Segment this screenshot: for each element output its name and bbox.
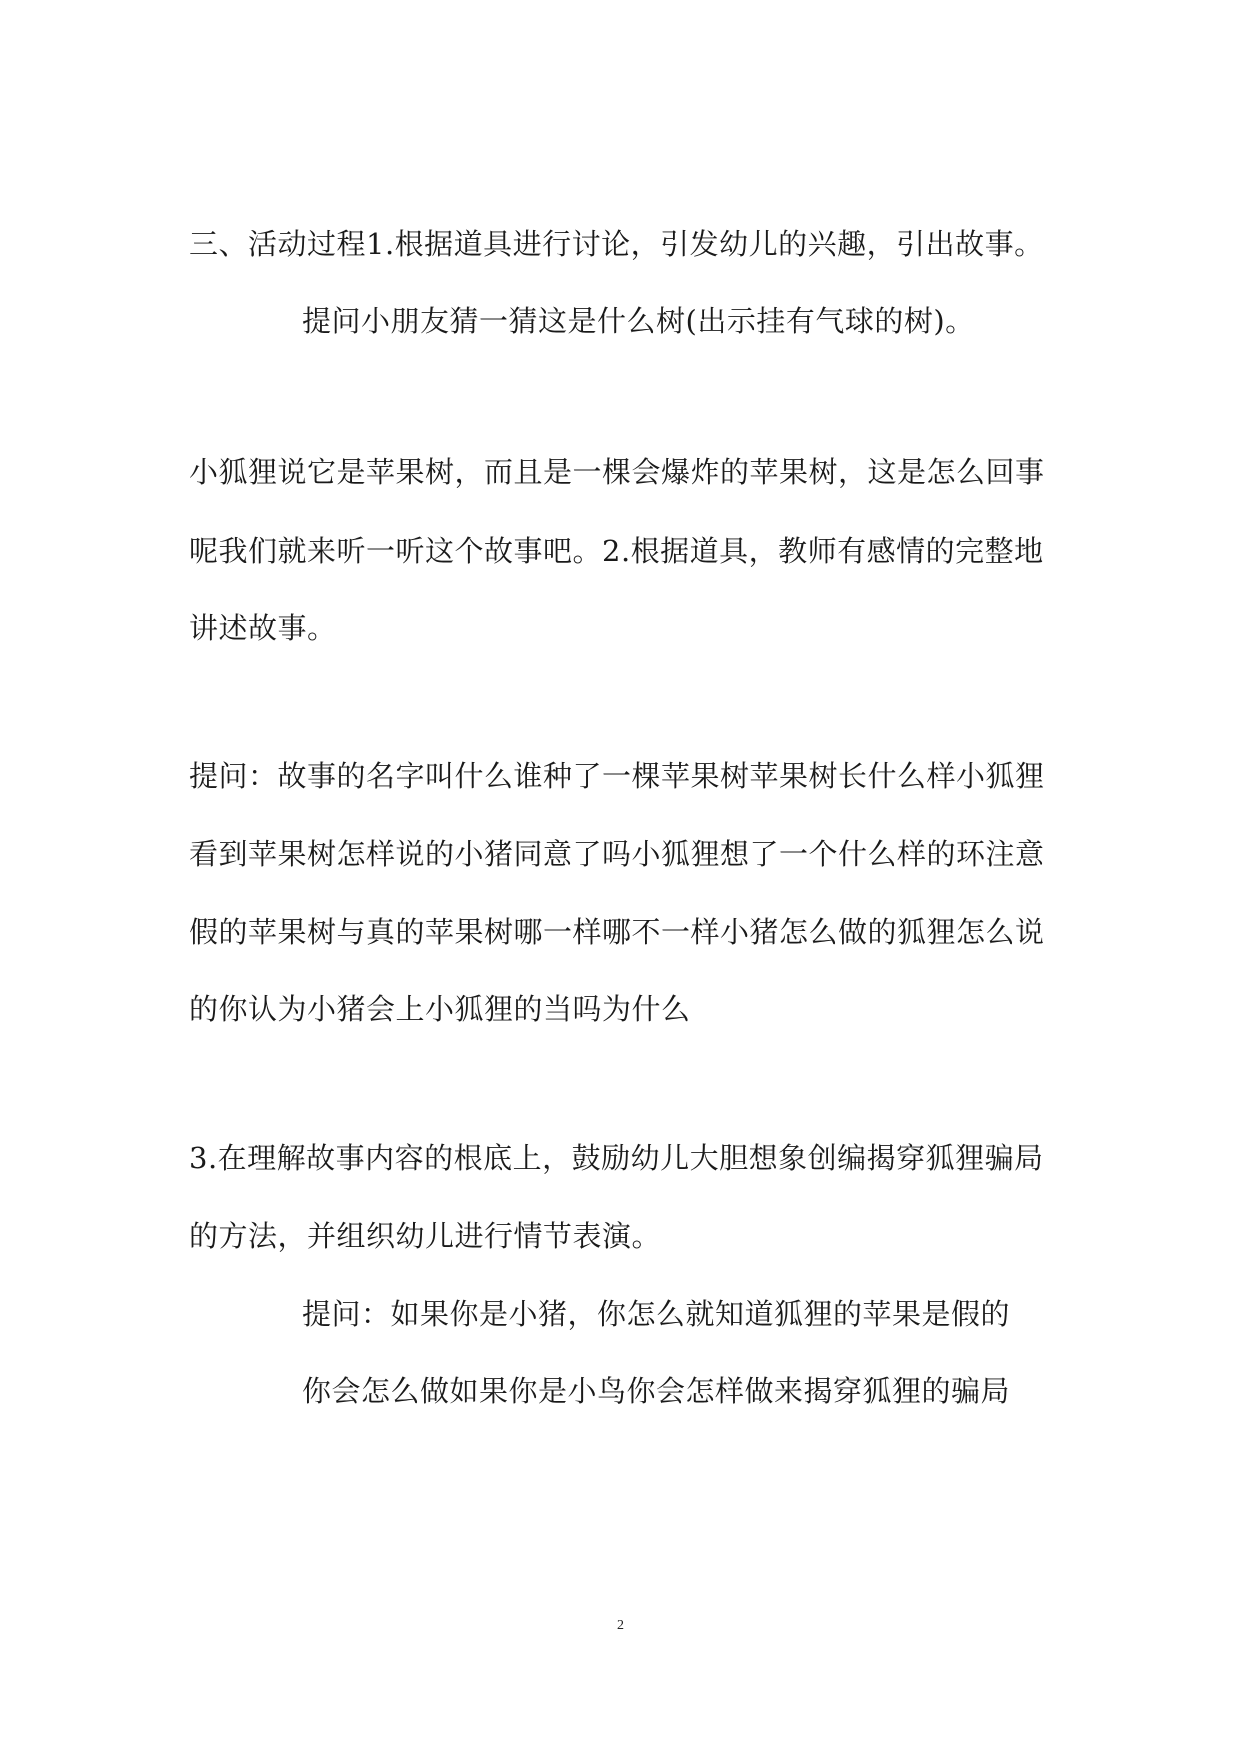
page-number: 2: [617, 1618, 624, 1633]
text-line-questions-2: 看到苹果树怎样说的小猪同意了吗小狐狸想了一个什么样的环注意: [189, 837, 1045, 871]
text-line-fox-says-1: 小狐狸说它是苹果树，而且是一棵会爆炸的苹果树，这是怎么回事: [189, 455, 1045, 489]
text-line-fox-says-2: 呢我们就来听一听这个故事吧。2.根据道具，教师有感情的完整地: [189, 534, 1044, 568]
text-line-questions-4: 的你认为小猪会上小狐狸的当吗为什么: [189, 992, 691, 1026]
text-line-question-tree: 提问小朋友猜一猜这是什么树(出示挂有气球的树)。: [302, 304, 975, 338]
text-line-question-pig: 提问：如果你是小猪，你怎么就知道狐狸的苹果是假的: [302, 1297, 1011, 1331]
text-line-fox-says-3: 讲述故事。: [189, 611, 337, 645]
text-line-questions-3: 假的苹果树与真的苹果树哪一样哪不一样小猪怎么做的狐狸怎么说: [189, 915, 1045, 949]
text-line-activity-process: 三、活动过程1.根据道具进行讨论，引发幼儿的兴趣，引出故事。: [189, 227, 1044, 261]
text-line-step-3-2: 的方法，并组织幼儿进行情节表演。: [189, 1219, 662, 1253]
text-line-step-3-1: 3.在理解故事内容的根底上，鼓励幼儿大胆想象创编揭穿狐狸骗局: [189, 1141, 1044, 1175]
text-line-question-bird: 你会怎么做如果你是小鸟你会怎样做来揭穿狐狸的骗局: [302, 1374, 1011, 1408]
text-line-questions-1: 提问：故事的名字叫什么谁种了一棵苹果树苹果树长什么样小狐狸: [189, 759, 1045, 793]
